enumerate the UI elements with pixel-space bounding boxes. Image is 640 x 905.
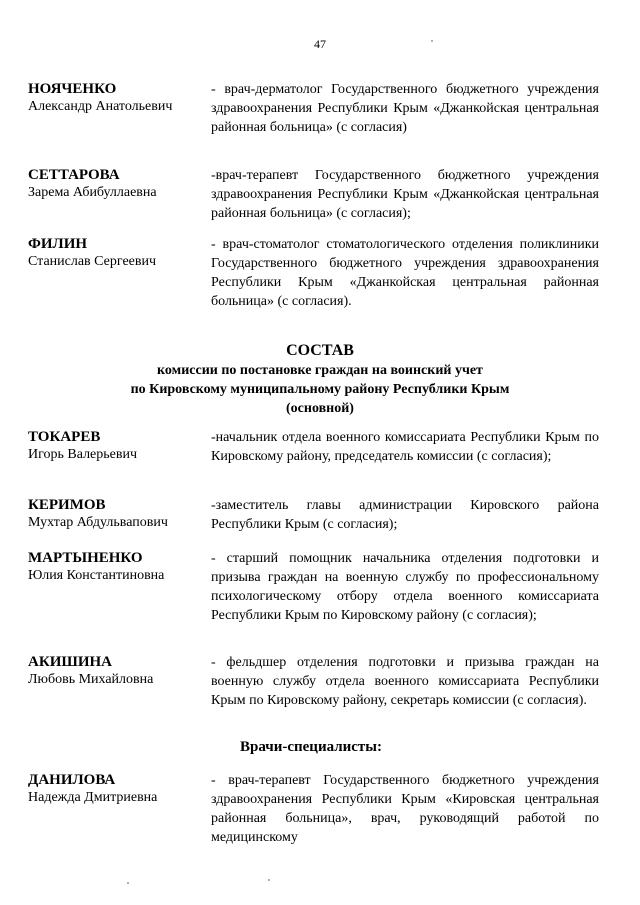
scan-speck <box>127 882 129 884</box>
section-subtitle-line: по Кировскому муниципальному району Республики Крым <box>130 382 510 397</box>
member-surname: КЕРИМОВ <box>28 497 106 513</box>
member-name <box>28 428 206 464</box>
page-number: 47 <box>314 37 326 51</box>
member-role: - врач-терапевт Государственного бюджетного учреждения здравоохранения Республики Крым «Кировская центральная районная больница», врач, руководящий работой по медицинскому <box>211 773 599 845</box>
scan-speck <box>431 40 433 42</box>
member-surname: ДАНИЛОВА <box>28 772 116 788</box>
member-role: - врач-дерматолог Государственного бюджетного учреждения здравоохранения Республики Крым «Джанкойская центральная районная больница» (с согласия) <box>211 82 599 135</box>
member-surname: АКИШИНА <box>28 654 113 670</box>
member-role: -врач-терапевт Государственного бюджетного учреждения здравоохранения Республики Крым «Джанкойская центральная районная больница» (с согласия); <box>211 168 599 221</box>
member-given-name: Станислав Сергеевич <box>28 254 157 269</box>
member-given-name: Юлия Константиновна <box>28 568 165 583</box>
section-subtitle-line: комиссии по постановке граждан на воинский учет <box>157 363 483 378</box>
member-role: - врач-стоматолог стоматологического отделения поликлиники Государственного бюджетного учреждения здравоохранения Республики Крым «Джанкойская центральная районная больница» (с согласия). <box>211 237 599 309</box>
member-surname: ФИЛИН <box>28 236 88 252</box>
member-name <box>28 496 206 532</box>
member-role: - фельдшер отделения подготовки и призыва граждан на военную службу отдела военного комиссариата Республики Крым по Кировскому району, секретарь комиссии (с согласия). <box>211 655 599 708</box>
member-name <box>28 80 206 116</box>
member-given-name: Александр Анатольевич <box>28 99 173 114</box>
member-role: -начальник отдела военного комиссариата Республики Крым по Кировскому району, председатель комиссии (с согласия); <box>211 430 599 464</box>
member-role: -заместитель главы администрации Кировского района Республики Крым (с согласия); <box>211 498 599 532</box>
member-surname: МАРТЫНЕНКО <box>28 550 143 566</box>
member-surname: НОЯЧЕНКО <box>28 81 117 97</box>
member-surname: ТОКАРЕВ <box>28 429 101 445</box>
member-given-name: Зарема Абибуллаевна <box>28 185 157 200</box>
member-given-name: Игорь Валерьевич <box>28 447 138 462</box>
member-surname: СЕТТАРОВА <box>28 167 120 183</box>
member-name <box>28 235 206 271</box>
member-given-name: Надежда Дмитриевна <box>28 790 158 805</box>
doctors-heading: Врачи-специалисты: <box>240 739 383 755</box>
section-title: СОСТАВ <box>286 342 354 359</box>
member-role: - старший помощник начальника отделения подготовки и призыва граждан на военную службу по профессиональному психологическому отбору отдела военного комиссариата Республики Крым по Кировскому району (с согласия); <box>211 551 599 623</box>
member-given-name: Любовь Михайловна <box>28 672 154 687</box>
member-name <box>28 166 206 202</box>
member-name <box>28 549 206 585</box>
member-name <box>28 653 206 689</box>
member-name <box>28 771 206 807</box>
member-given-name: Мухтар Абдульвапович <box>28 515 168 530</box>
section-subtitle-line: (основной) <box>286 401 354 416</box>
scan-speck <box>268 879 270 881</box>
